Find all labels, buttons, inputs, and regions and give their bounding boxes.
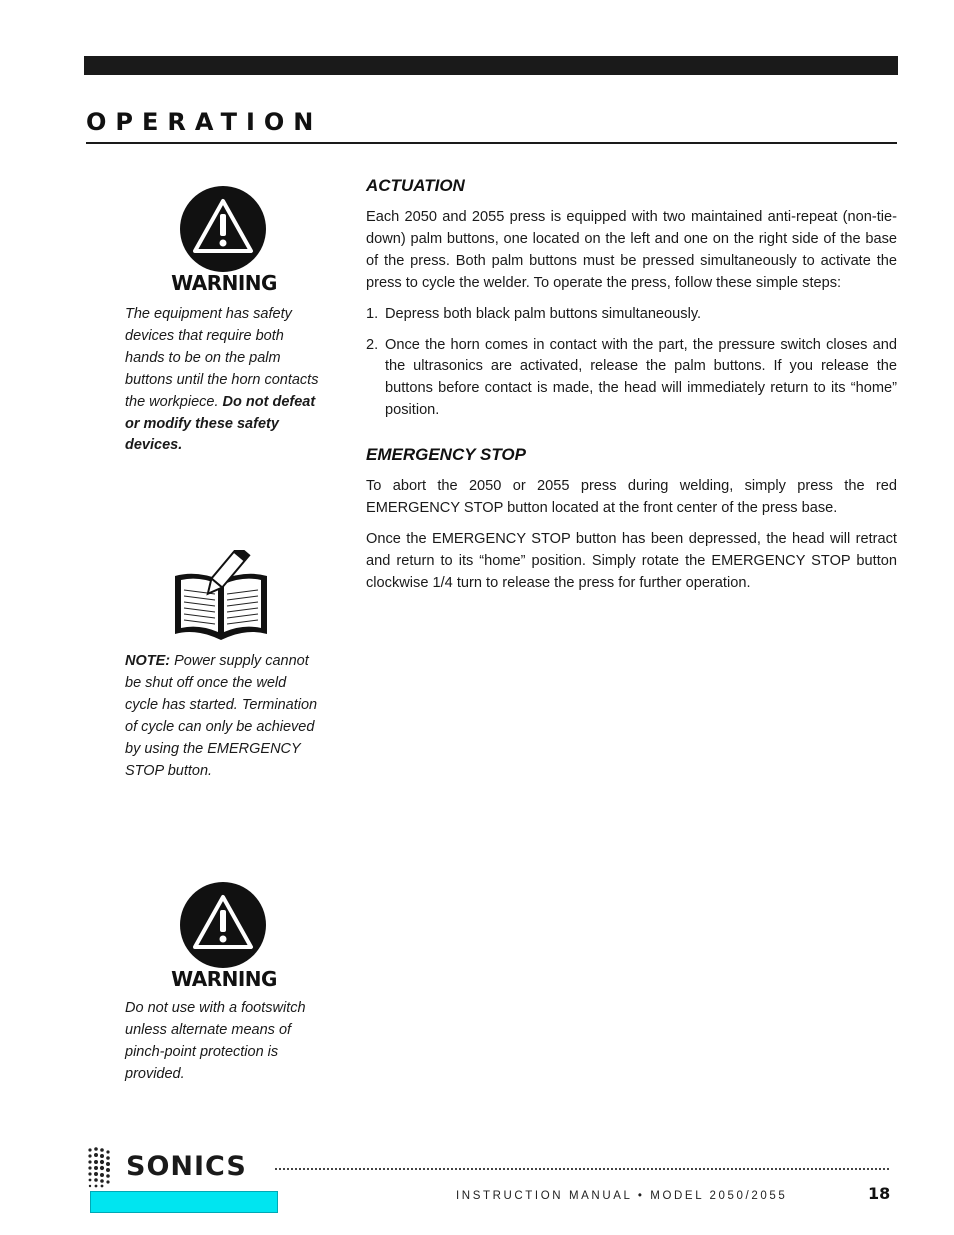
actuation-intro: Each 2050 and 2055 press is equipped with two maintained anti-repeat (non-tie-down) palm buttons, one located on the left and one on the right side of the base of the press. Both palm buttons must be pressed simultaneously to activate the press to cycle the welder. To operate the press, follow these simple steps: <box>366 209 897 291</box>
note-text <box>125 651 321 782</box>
warning-text-1-bold: Do not defeat or modify these safety devices. <box>125 393 316 454</box>
note-label: NOTE: <box>125 653 171 669</box>
warning-label: WARNING <box>171 271 277 295</box>
manual-label: INSTRUCTION MANUAL • MODEL 2050/2055 <box>456 1190 788 1202</box>
warning-label: WARNING <box>171 967 277 991</box>
book-pencil-icon <box>172 550 270 644</box>
brand-name: SONICS <box>126 1151 247 1182</box>
warning-text-1 <box>125 304 321 457</box>
step-item <box>366 335 897 423</box>
note-body: Power supply cannot be shut off once the weld cycle has started. Termination of cycle can only be achieved by using the EMERGENCY STOP button. <box>125 653 318 779</box>
header-bar <box>84 56 898 75</box>
actuation-steps <box>366 304 897 423</box>
step-number: 1. <box>366 305 379 322</box>
sonics-logo-icon <box>86 1146 116 1188</box>
warning-block-2 <box>125 881 321 996</box>
step-text: Depress both black palm buttons simultaneously. <box>385 305 702 322</box>
step-item <box>366 304 897 326</box>
warning-triangle-icon <box>179 185 267 273</box>
actuation-heading: ACTUATION <box>366 176 465 195</box>
warning-block-1 <box>125 185 321 300</box>
title-divider <box>86 142 897 144</box>
emergency-para-2: Once the EMERGENCY STOP button has been depressed, the head will retract and return to its “home” position. Simply rotate the EMERGENCY STOP button clockwise 1/4 turn to release the press for further operation. <box>366 530 897 591</box>
warning-triangle-icon <box>179 881 267 969</box>
main-content <box>366 174 897 595</box>
warning-text-1-body: The equipment has safety devices that require both hands to be on the palm buttons until the horn contacts the workpiece. <box>125 306 319 410</box>
emergency-stop-heading: EMERGENCY STOP <box>366 445 526 465</box>
warning-text-2: Do not use with a footswitch unless alternate means of pinch-point protection is provided. <box>125 1000 306 1082</box>
emergency-para-1: To abort the 2050 or 2055 press during welding, simply press the red EMERGENCY STOP button located at the front center of the press base. <box>366 478 897 517</box>
step-text: Once the horn comes in contact with the part, the pressure switch closes and the ultrasonics are activated, release the palm buttons. If you release the buttons before contact is made, the head will immediately return to its “home” position. <box>385 336 897 419</box>
page-number: 18 <box>868 1184 891 1203</box>
dot-leader <box>275 1168 889 1170</box>
page-title: OPERATION <box>86 108 323 136</box>
footer-accent-box <box>90 1191 278 1213</box>
step-number: 2. <box>366 336 379 353</box>
